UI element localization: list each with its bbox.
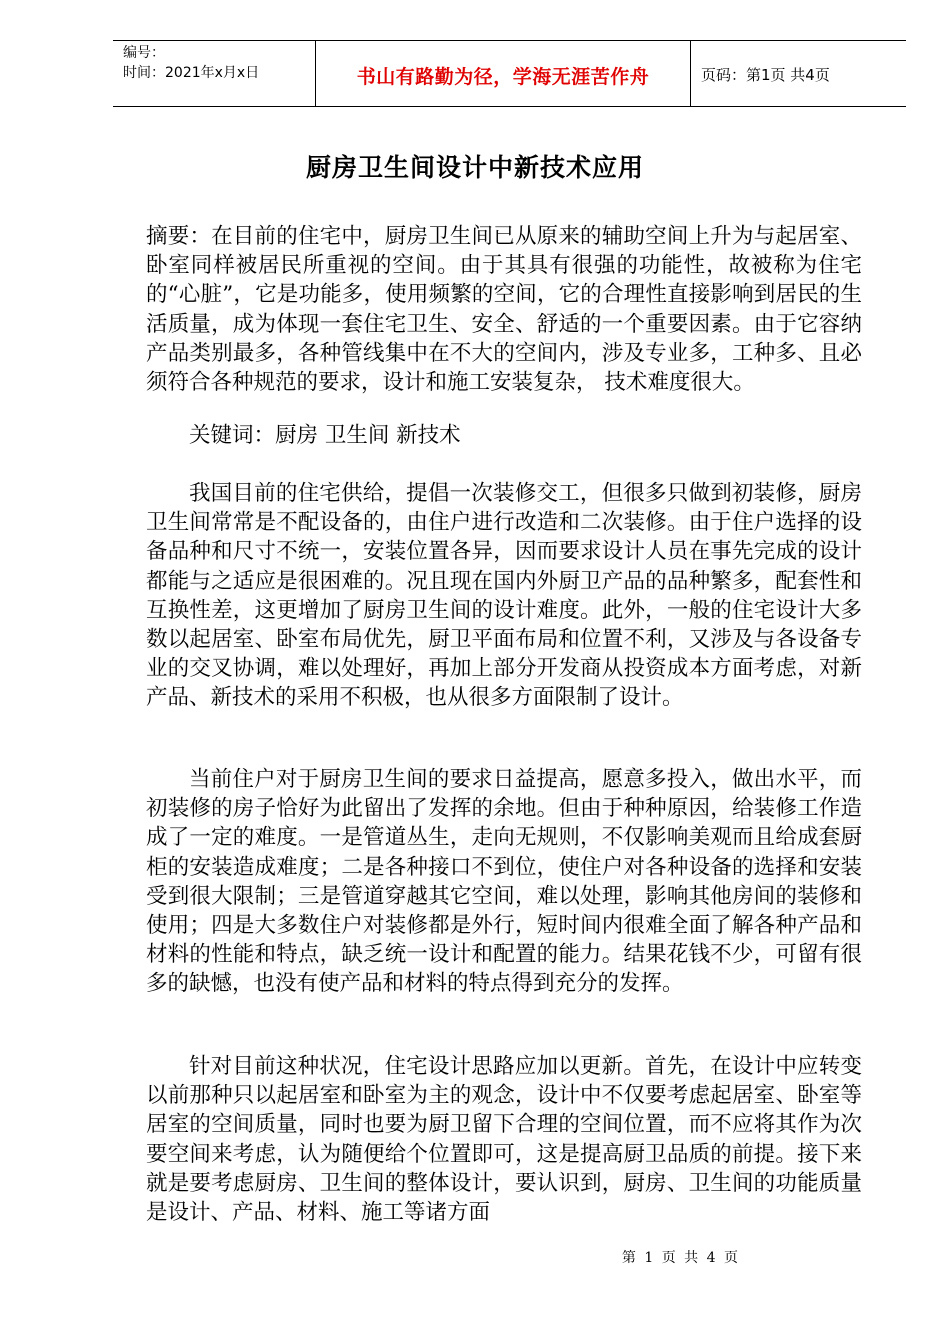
footer-page-number: 第 1 页 共 4 页: [621, 1250, 738, 1266]
header-top-rule: [113, 40, 906, 41]
header-page-label: 页码：第1页 共4页: [701, 66, 830, 84]
number-label: 编号：: [123, 45, 165, 61]
paragraph-3: [146, 1052, 862, 1227]
paragraph-text: 针对目前这种状况，住宅设计思路应加以更新。首先，在设计中应转变以前那种只以起居室和卧室为主的观念，设计中不仅要考虑起居室、卧室等居室的空间质量，同时也要为厨卫留下合理的空间位置，而不应将其作为次要空间来考虑，认为随便给个位置即可，这是提高厨卫品质的前提。接下来就是要考虑厨房、卫生间的整体设计，要认识到，厨房、卫生间的功能质量是设计、产品、材料、施工等诸方面: [146, 1054, 862, 1226]
page-header: [113, 40, 906, 108]
header-divider-right: [690, 40, 691, 107]
page-footer: [0, 1247, 950, 1267]
keywords-text: 关键词：厨房 卫生间 新技术: [189, 423, 461, 448]
keywords-section: [146, 421, 862, 450]
abstract-text: 摘要：在目前的住宅中，厨房卫生间已从原来的辅助空间上升为与起居室、卧室同样被居民所重视的空间。由于其具有很强的功能性，故被称为住宅的“心脏”，它是功能多，使用频繁的空间，它的合理性直接影响到居民的生活质量，成为体现一套住宅卫生、安全、舒适的一个重要因素。由于它容纳产品类别最多，各种管线集中在不大的空间内，涉及专业多，工种多、且必须符合各种规范的要求，设计和施工安装复杂， 技术难度很大。: [146, 224, 862, 396]
document-title: 厨房卫生间设计中新技术应用: [305, 153, 644, 182]
paragraph-1: [146, 479, 862, 713]
paragraph-text: 我国目前的住宅供给，提倡一次装修交工，但很多只做到初装修，厨房卫生间常常是不配设备的，由住户进行改造和二次装修。由于住户选择的设备品种和尺寸不统一，安装位置各异，因而要求设计人员在事先完成的设计都能与之适应是很困难的。况且现在国内外厨卫产品的品种繁多，配套性和互换性差，这更增加了厨房卫生间的设计难度。此外，一般的住宅设计大多数以起居室、卧室布局优先，厨卫平面布局和位置不利，又涉及与各设备专业的交叉协调，难以处理好，再加上部分开发商从投资成本方面考虑，对新产品、新技术的采用不积极，也从很多方面限制了设计。: [146, 481, 862, 711]
paragraph-2: [146, 765, 862, 999]
header-meta: [123, 43, 259, 83]
header-motto: 书山有路勤为径，学海无涯苦作舟: [356, 66, 650, 88]
time-label: 时间：2021年x月x日: [123, 65, 260, 81]
abstract-section: [146, 222, 862, 397]
header-bottom-rule: [113, 106, 906, 107]
paragraph-text: 当前住户对于厨房卫生间的要求日益提高，愿意多投入，做出水平，而初装修的房子恰好为此留出了发挥的余地。但由于种种原因，给装修工作造成了一定的难度。一是管道丛生，走向无规则，不仅影响美观而且给成套厨柜的安装造成难度；二是各种接口不到位，使住户对各种设备的选择和安装受到很大限制；三是管道穿越其它空间，难以处理，影响其他房间的装修和使用；四是大多数住户对装修都是外行，短时间内很难全面了解各种产品和材料的性能和特点，缺乏统一设计和配置的能力。结果花钱不少，可留有很多的缺憾，也没有使产品和材料的特点得到充分的发挥。: [146, 767, 862, 997]
